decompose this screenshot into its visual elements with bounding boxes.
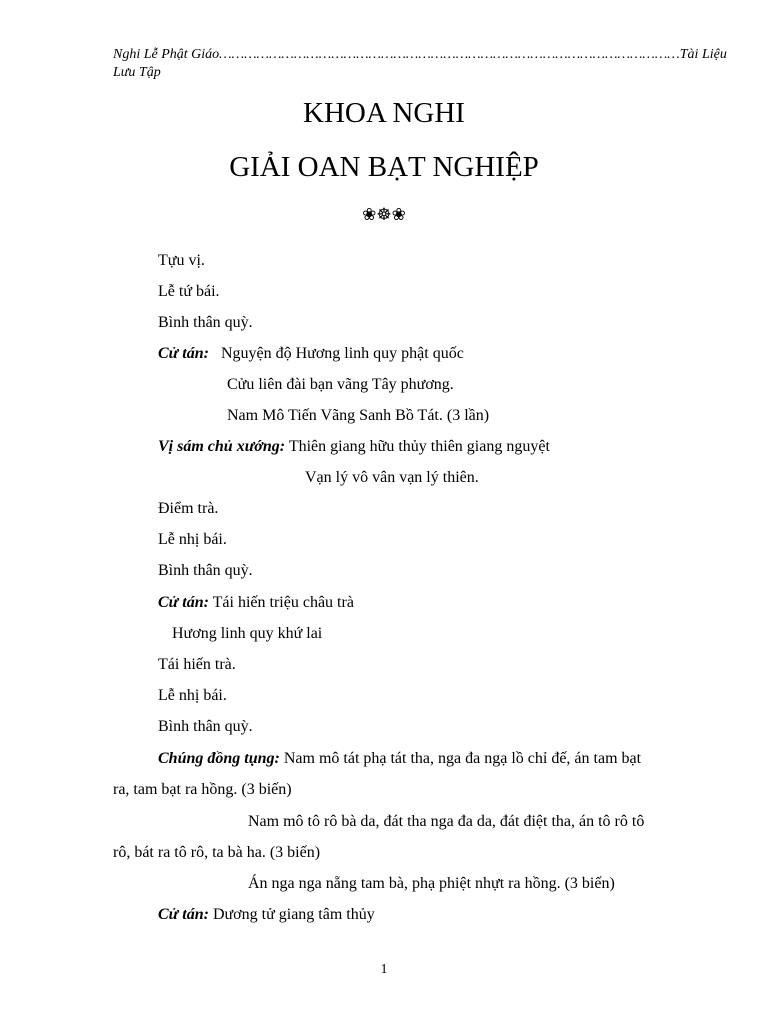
speaker-label: Cử tán: xyxy=(158,594,209,611)
text-line: Án nga nga nẵng tam bà, phạ phiệt nhựt ra hồng. (3 biến) xyxy=(248,875,615,892)
running-header xyxy=(113,46,727,82)
text-line: Cửu liên đài bạn vãng Tây phương. xyxy=(227,376,454,393)
chant-text: Nam mô tát phạ tát tha, nga đa ngạ lồ chỉ đế, án tam bạt xyxy=(283,750,642,767)
document-title: KHOA NGHI xyxy=(303,97,465,129)
text-line: Lễ nhị bái. xyxy=(158,687,227,704)
chant-line xyxy=(158,344,464,364)
text-line: Điểm trà. xyxy=(158,500,219,517)
text-line: Vạn lý vô vân vạn lý thiên. xyxy=(305,469,479,486)
chant-line xyxy=(158,437,550,457)
speaker-label: Chúng đồng tụng: xyxy=(158,750,280,767)
text-line: Tái hiến trà. xyxy=(158,656,236,673)
header-row xyxy=(113,46,727,64)
chant-text: Dương tử giang tâm thủy xyxy=(212,906,375,923)
text-line: Lễ nhị bái. xyxy=(158,531,227,548)
header-right-text: Tài Liệu xyxy=(679,47,727,62)
speaker-label: Cử tán: xyxy=(158,906,209,923)
chant-line xyxy=(158,749,641,769)
text-line: Bình thân quỳ. xyxy=(158,718,253,735)
ornament-divider: ❀☸❀ xyxy=(362,205,406,225)
speaker-label: Vị sám chủ xướng: xyxy=(158,438,286,455)
page-number: 1 xyxy=(380,962,388,977)
chant-line xyxy=(158,593,354,613)
text-line: Nam mô tô rô bà da, đát tha nga đa da, đát điệt tha, án tô rô tô xyxy=(248,813,645,830)
text-line: Bình thân quỳ. xyxy=(158,562,253,579)
text-line: Bình thân quỳ. xyxy=(158,314,253,331)
chant-line xyxy=(158,905,375,925)
speaker-label: Cử tán: xyxy=(158,345,209,362)
text-line: Nam Mô Tiến Vãng Sanh Bồ Tát. (3 lần) xyxy=(227,407,490,424)
header-left-text: Nghi Lễ Phật Giáo xyxy=(113,47,220,62)
chant-text: Tái hiến triệu châu trà xyxy=(212,594,354,611)
text-line: Tựu vị. xyxy=(158,252,205,269)
text-line: ra, tam bạt ra hồng. (3 biến) xyxy=(113,781,292,798)
text-line: Hương linh quy khứ lai xyxy=(172,625,323,642)
chant-text: Thiên giang hữu thủy thiên giang nguyệt xyxy=(288,438,550,455)
document-subtitle: GIẢI OAN BẠT NGHIỆP xyxy=(229,151,539,183)
header-continuation: Lưu Tập xyxy=(113,65,161,80)
text-line: rô, bát ra tô rô, ta bà ha. (3 biến) xyxy=(113,844,321,861)
chant-text: Nguyện độ Hương linh quy phật quốc xyxy=(220,345,464,362)
text-line: Lễ tứ bái. xyxy=(158,283,220,300)
header-leader-dots: ………………………………………………………………………………………………… xyxy=(219,47,680,62)
